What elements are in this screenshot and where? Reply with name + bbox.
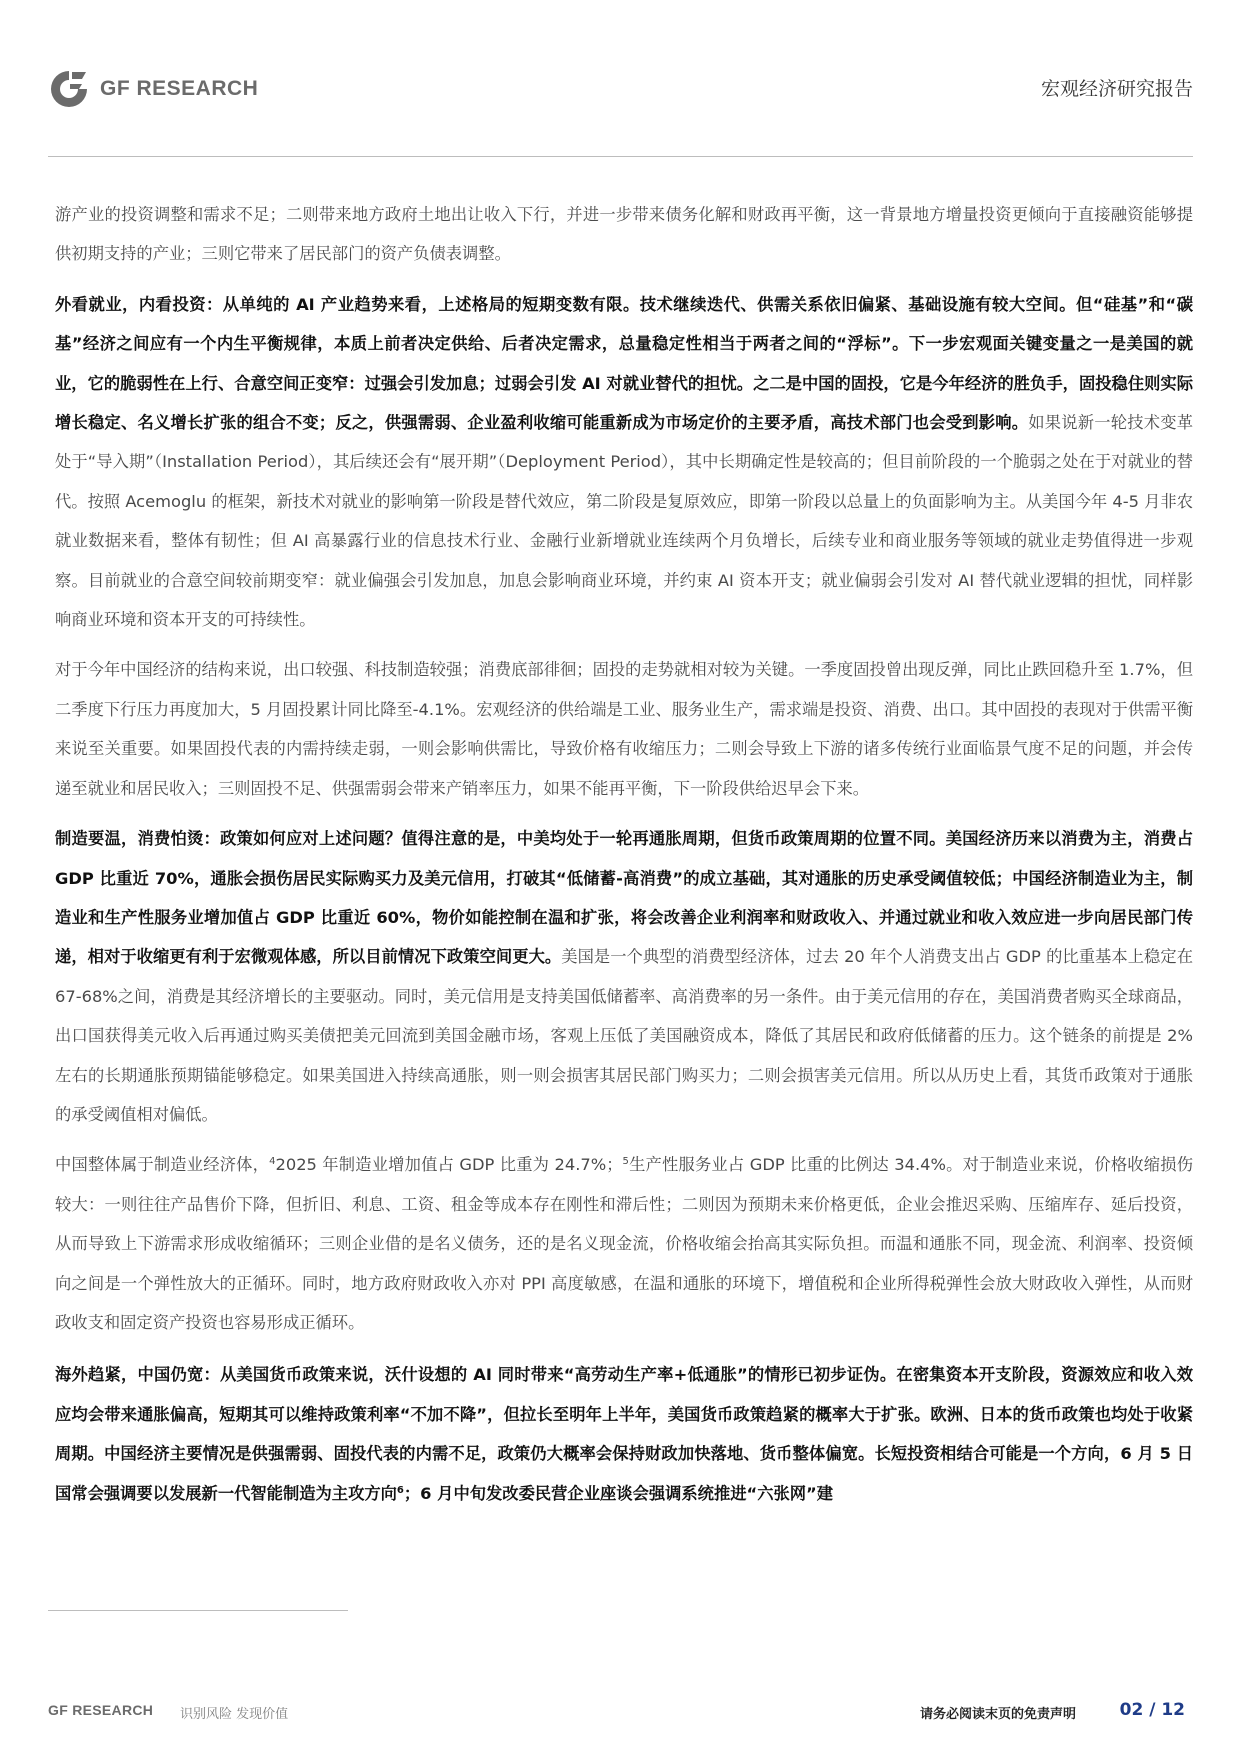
paragraph-2: 外看就业，内看投资：从单纯的 AI 产业趋势来看，上述格局的短期变数有限。技术继续迭代、供需关系依旧偏紧、基础设施有较大空间。但“硅基”和“碳基”经济之间应有一个内生平衡规律，本质上前者决定供给、后者决定需求，总量稳定性相当于两者之间的“浮标”。下一步宏观面关键变量之一是美国的就业，它的脆弱性在上行、合意空间正变窄：过强会引发加息；过弱会引发 AI 对就业替代的担忧。之二是中国的固投，它是今年经济的胜负手，固投稳住则实际增长稳定、名义增长扩张的组合不变；反之，供强需弱、企业盈利收缩可能重新成为市场定价的主要矛盾，高技术部门也会受到影响。如果说新一轮技术变革处于“导入期”（Installation Period），其后续还会有“展开期”（Deployment Period），其中长期确定性是较高的；但目前阶段的一个脆弱之处在于对就业的替代。按照 Acemoglu 的框架，新技术对就业的影响第一阶段是替代效应，第二阶段是复原效应，即第一阶段以总量上的负面影响为主。从美国今年 4-5 月非农就业数据来看，整体有韧性；但 AI 高暴露行业的信息技术行业、金融行业新增就业连续两个月负增长，后续专业和商业服务等领域的就业走势值得进一步观察。目前就业的合意空间较前期变窄：就业偏强会引发加息，加息会影响商业环境，并约束 AI 资本开支；就业偏弱会引发对 AI 替代就业逻辑的担忧，同样影响商业环境和资本开支的可持续性。 <box>55 294 1193 630</box>
paragraph-4: 制造要温，消费怕烫：政策如何应对上述问题？值得注意的是，中美均处于一轮再通胀周期，但货币政策周期的位置不同。美国经济历来以消费为主，消费占 GDP 比重近 70%，通胀会损伤居民实际购买力及美元信用，打破其“低储蓄-高消费”的成立基础，其对通胀的历史承受阈值较低；中国经济制造业为主，制造业和生产性服务业增加值占 GDP 比重近 60%，物价如能控制在温和扩张，将会改善企业利润率和财政收入、并通过就业和收入效应进一步向居民部门传递，相对于收缩更有利于宏微观体感，所以目前情况下政策空间更大。美国是一个典型的消费型经济体，过去 20 年个人消费支出占 GDP 的比重基本上稳定在 67-68%之间，消费是其经济增长的主要驱动。同时，美元信用是支持美国低储蓄率、高消费率的另一条件。由于美元信用的存在，美国消费者购买全球商品，出口国获得美元收入后再通过购买美债把美元回流到美国金融市场，客观上压低了美国融资成本，降低了其居民和政府低储蓄的压力。这个链条的前提是 2%左右的长期通胀预期锚能够稳定。如果美国进入持续高通胀，则一则会损害其居民部门购买力；二则会损害美元信用。所以从历史上看，其货币政策对于通胀的承受阈值相对偏低。 <box>55 829 1193 1124</box>
footer-brand: GF RESEARCH <box>48 1702 154 1718</box>
paragraph-2-lead: 外看就业，内看投资：从单纯的 AI 产业趋势来看，上述格局的短期变数有限。技术继续迭代、供需关系依旧偏紧、基础设施有较大空间。但“硅基”和“碳基”经济之间应有一个内生平衡规律，本质上前者决定供给、后者决定需求，总量稳定性相当于两者之间的“浮标”。下一步宏观面关键变量之一是美国的就业，它的脆弱性在上行、合意空间正变窄：过强会引发加息；过弱会引发 AI 对就业替代的担忧。之二是中国的固投，它是今年经济的胜负手，固投稳住则实际增长稳定、名义增长扩张的组合不变；反之，供强需弱、企业盈利收缩可能重新成为市场定价的主要矛盾，高技术部门也会受到影响。 <box>55 294 1193 433</box>
paragraph-6-lead: 海外趋紧，中国仍宽：从美国货币政策来说，沃什设想的 AI 同时带来“高劳动生产率+低通胀”的情形已初步证伪。在密集资本开支阶段，资源效应和收入效应均会带来通胀偏高，短期其可以维持政策利率“不加不降”，但拉长至明年上半年，美国货币政策趋紧的概率大于扩张。欧洲、日本的货币政策也均处于收紧周期。中国经济主要情况是供强需弱、固投代表的内需不足，政策仍大概率会保持财政加快落地、货币整体偏宽。长短投资相结合可能是一个方向，6 月 5 日国常会强调要以发展新一代智能制造为主攻方向 <box>55 1365 1193 1503</box>
paragraph-4-lead: 制造要温，消费怕烫：政策如何应对上述问题？值得注意的是，中美均处于一轮再通胀周期，但货币政策周期的位置不同。美国经济历来以消费为主，消费占 GDP 比重近 70%，通胀会损伤居民实际购买力及美元信用，打破其“低储蓄-高消费”的成立基础，其对通胀的历史承受阈值较低；中国经济制造业为主，制造业和生产性服务业增加值占 GDP 比重近 60%，物价如能控制在温和扩张，将会改善企业利润率和财政收入、并通过就业和收入效应进一步向居民部门传递，相对于收缩更有利于宏微观体感，所以目前情况下政策空间更大。 <box>55 829 1193 967</box>
paragraph-5: 中国整体属于制造业经济体，$^4$2025 年制造业增加值占 GDP 比重为 24.7%；$^5$生产性服务业占 GDP 比重的比例达 34.4%。对于制造业来说，价格收缩损伤较大：一则往往产品售价下降，但折旧、利息、工资、租金等成本存在刚性和滞后性；二则因为预期未来价格更低，企业会推迟采购、压缩库存、延后投资，从而导致上下游需求形成收缩循环；三则企业借的是名义债务，还的是名义现金流，价格收缩会抬高其实际负担。而温和通胀不同，现金流、利润率、投资倾向之间是一个弹性放大的正循环。同时，地方政府财政收入亦对 PPI 高度敏感，在温和通胀的环境下，增值税和企业所得税弹性会放大财政收入弹性，从而财政收支和固定资产投资也容易形成正循环。 <box>55 1155 1193 1332</box>
footnote-divider <box>48 1610 348 1611</box>
paragraph-3: 对于今年中国经济的结构来说，出口较强、科技制造较强；消费底部徘徊；固投的走势就相对较为关键。一季度固投曾出现反弹，同比止跌回稳升至 1.7%，但二季度下行压力再度加大，5 月固投累计同比降至-4.1%。宏观经济的供给端是工业、服务业生产，需求端是投资、消费、出口。其中固投的表现对于供需平衡来说至关重要。如果固投代表的内需持续走弱，一则会影响供需比，导致价格有收缩压力；二则会导致上下游的诸多传统行业面临景气度不足的问题，并会传递至就业和居民收入；三则固投不足、供强需弱会带来产销率压力，如果不能再平衡，下一阶段供给迟早会下来。 <box>55 660 1193 798</box>
report-type-label: 宏观经济研究报告 <box>1040 78 1193 100</box>
paragraph-6: 海外趋紧，中国仍宽：从美国货币政策来说，沃什设想的 AI 同时带来“高劳动生产率+低通胀”的情形已初步证伪。在密集资本开支阶段，资源效应和收入效应均会带来通胀偏高，短期其可以维持政策利率“不加不降”，但拉长至明年上半年，美国货币政策趋紧的概率大于扩张。欧洲、日本的货币政策也均处于收紧周期。中国经济主要情况是供强需弱、固投代表的内需不足，政策仍大概率会保持财政加快落地、货币整体偏宽。长短投资相结合可能是一个方向，6 月 5 日国常会强调要以发展新一代智能制造为主攻方向$^6$；6 月中旬发改委民营企业座谈会强调系统推进“六张网”建 <box>55 1365 1193 1503</box>
page-header <box>48 62 1193 122</box>
footnote-ref-6[interactable]: 6 <box>396 1484 404 1496</box>
paragraph-1: 游产业的投资调整和需求不足；二则带来地方政府土地出让收入下行，并进一步带来债务化解和财政再平衡，这一背景地方增量投资更倾向于直接融资能够提供初期支持的产业；三则它带来了居民部门的资产负债表调整。 <box>55 205 1193 264</box>
logo-text: GF RESEARCH <box>100 77 259 100</box>
disclaimer-link[interactable]: 请务必阅读末页的免责声明 <box>919 1707 1076 1722</box>
page-footer <box>48 1700 1193 1724</box>
report-body <box>55 195 1193 1524</box>
footnote-ref-5[interactable]: 5 <box>622 1156 629 1168</box>
footnote-ref-4[interactable]: 4 <box>269 1156 276 1168</box>
gf-research-logo <box>48 68 258 110</box>
gf-logo-icon <box>48 68 90 110</box>
footer-slogan: 识别风险 发现价值 <box>180 1707 289 1722</box>
page-number: 02 / 12 <box>1119 1700 1185 1720</box>
header-divider <box>48 156 1193 157</box>
